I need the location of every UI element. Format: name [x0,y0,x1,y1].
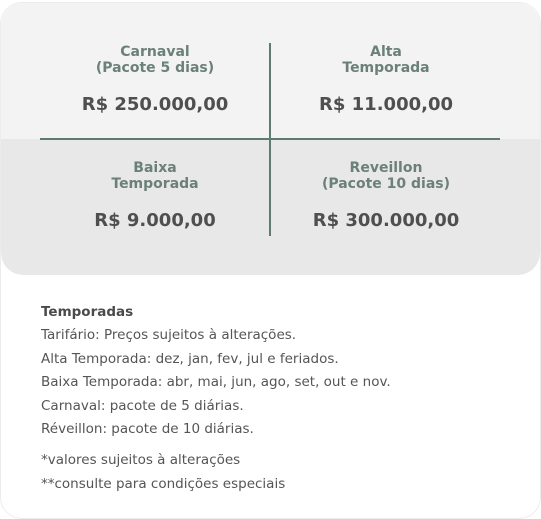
package-name: Baixa Temporada [111,160,199,192]
package-price: R$ 250.000,00 [81,94,229,115]
pricing-card [0,2,541,519]
package-price: R$ 9.000,00 [94,210,216,231]
package-price: R$ 300.000,00 [312,210,460,231]
footnote: **consulte para condições especiais [41,475,286,492]
season-info-heading: Temporadas [41,304,134,320]
horizontal-divider [40,138,500,140]
package-name: Carnaval (Pacote 5 dias) [95,44,215,76]
package-baixa-temporada [40,160,270,231]
package-carnaval [40,44,270,115]
season-info-line: Tarifário: Preços sujeitos à alterações. [41,327,297,344]
pricing-grid [1,3,540,275]
season-info [41,301,511,496]
season-info-line: Réveillon: pacote de 10 diárias. [41,421,254,438]
package-name: Alta Temporada [342,44,430,76]
footnote: *valores sujeitos à alterações [41,452,241,469]
footnotes [41,449,511,496]
package-reveillon [271,160,501,231]
package-name: Reveillon (Pacote 10 dias) [321,160,451,192]
season-info-line: Baixa Temporada: abr, mai, jun, ago, set, out e nov. [41,374,391,391]
season-info-line: Carnaval: pacote de 5 diárias. [41,397,244,414]
package-price: R$ 11.000,00 [319,94,453,115]
package-alta-temporada [271,44,501,115]
season-info-line: Alta Temporada: dez, jan, fev, jul e feriados. [41,350,339,367]
